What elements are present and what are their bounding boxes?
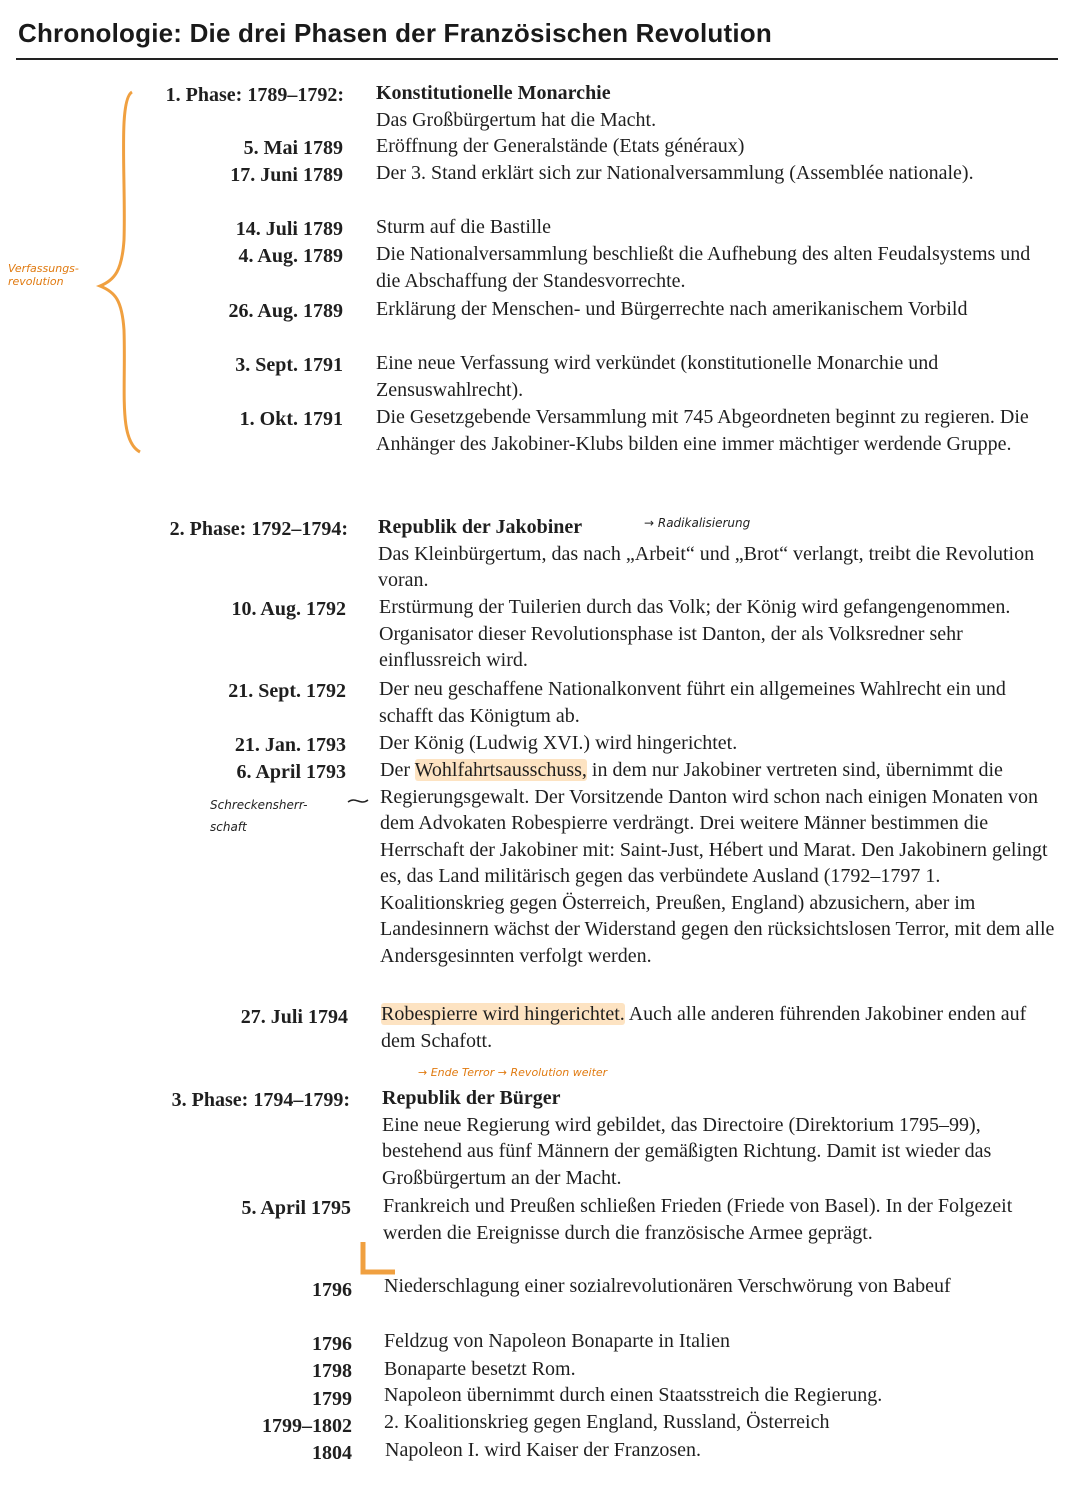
event-date: 14. Juli 1789	[235, 218, 343, 240]
event-date: 1798	[312, 1360, 352, 1382]
arrow-mark	[348, 800, 368, 802]
event-text: Napoleon I. wird Kaiser der Franzosen.	[385, 1439, 702, 1461]
page-title: Chronologie: Die drei Phasen der Französischen Revolution	[18, 18, 772, 48]
event-date: 1796	[312, 1279, 352, 1301]
event-date: 27. Juli 1794	[240, 1006, 348, 1028]
phase3-block	[382, 1085, 1062, 1191]
side-note: Verfassungs-revolution	[8, 262, 79, 288]
event-text-pre: Der	[380, 759, 415, 781]
event-text: Der 3. Stand erklärt sich zur Nationalversammlung (Assemblée nationale).	[376, 162, 974, 184]
event-date: 21. Jan. 1793	[234, 734, 346, 756]
event-date: 26. Aug. 1789	[228, 300, 343, 322]
event-text-post: Auch alle anderen führenden Jakobiner enden auf dem Schafott.	[381, 1003, 1027, 1052]
event-date: 1799	[312, 1388, 352, 1410]
event-text: Die Nationalversammlung beschließt die Aufhebung des alten Feudalsystems und die Abschaffung der Standesvorrechte.	[376, 243, 1031, 292]
phase1-brace	[100, 92, 140, 452]
note-radikalisierung: → Radikalisierung	[644, 516, 751, 530]
phase1-heading: Konstitutionelle Monarchie	[376, 82, 611, 104]
event-text: Erstürmung der Tuilerien durch das Volk; der König wird gefangengenommen. Organisator dieser Revolutionsphase ist Danton, der als Volksredner sehr einflussreich wird.	[379, 596, 1011, 671]
phase2-block	[378, 514, 1058, 594]
event-text	[380, 757, 1060, 969]
event-date: 1796	[312, 1333, 352, 1355]
event-text: Bonaparte besetzt Rom.	[384, 1358, 576, 1380]
event-text: Eine neue Verfassung wird verkündet (konstitutionelle Monarchie und Zensuswahlrecht).	[376, 352, 939, 401]
event-date: 6. April 1793	[236, 761, 346, 783]
event-date: 1799–1802	[262, 1415, 352, 1437]
event-text: Frankreich und Preußen schließen Frieden (Friede von Basel). In der Folgezeit werden die Ereignisse durch die französische Armee geprägt.	[383, 1195, 1013, 1244]
note-ende-terror: → Ende Terror → Revolution weiter	[418, 1066, 608, 1079]
event-date: 5. April 1795	[241, 1197, 351, 1219]
event-date: 21. Sept. 1792	[228, 680, 346, 702]
event-text: Niederschlagung einer sozialrevolutionären Verschwörung von Babeuf	[384, 1275, 951, 1297]
event-date: 1. Okt. 1791	[239, 408, 343, 430]
event-text: 2. Koalitionskrieg gegen England, Russland, Österreich	[384, 1411, 830, 1433]
highlight-robespierre: Robespierre wird hingerichtet.	[381, 1003, 625, 1025]
phase1-block	[376, 80, 1056, 133]
highlight-wohlfahrtsausschuss: Wohlfahrtsausschuss,	[414, 759, 587, 781]
phase1-label: 1. Phase: 1789–1792:	[165, 84, 344, 106]
event-date: 5. Mai 1789	[243, 137, 343, 159]
bracket-mark	[363, 1242, 395, 1272]
phase2-intro: Das Kleinbürgertum, das nach „Arbeit“ und „Brot“ verlangt, treibt die Revolution voran.	[378, 542, 1035, 591]
phase3-heading: Republik der Bürger	[382, 1087, 561, 1109]
phase3-label: 3. Phase: 1794–1799:	[171, 1089, 350, 1111]
event-date: 10. Aug. 1792	[231, 598, 346, 620]
phase2-heading: Republik der Jakobiner	[378, 516, 583, 538]
event-text: Die Gesetzgebende Versammlung mit 745 Abgeordneten beginnt zu regieren. Die Anhänger des Jakobiner-Klubs bilden eine immer mächtiger werdende Gruppe.	[376, 406, 1029, 455]
phase1-intro: Das Großbürgertum hat die Macht.	[376, 108, 657, 131]
event-text: Der König (Ludwig XVI.) wird hingerichtet.	[379, 732, 738, 754]
event-text: Eröffnung der Generalstände (Etats généraux)	[376, 135, 745, 157]
event-text: Erklärung der Menschen- und Bürgerrechte nach amerikanischem Vorbild	[376, 298, 968, 320]
event-text	[381, 1001, 1061, 1054]
event-date: 4. Aug. 1789	[238, 245, 343, 267]
event-text: Feldzug von Napoleon Bonaparte in Italien	[384, 1330, 731, 1352]
event-date: 3. Sept. 1791	[235, 354, 343, 376]
title-rule	[16, 58, 1058, 60]
event-text: Der neu geschaffene Nationalkonvent führt ein allgemeines Wahlrecht ein und schafft das Königtum ab.	[379, 678, 1006, 727]
phase2-label: 2. Phase: 1792–1794:	[169, 518, 348, 540]
event-text-post: in dem nur Jakobiner vertreten sind, übernimmt die Regierungsgewalt. Der Vorsitzende Danton wird schon nach einigen Monaten von dem Advokaten Robespierre verdrängt. Drei weitere Männer bestimmen die Herrschaft der Jakobiner mit: Saint-Just, Hébert und Marat. Den Jakobinern gelingt es, das Land militärisch gegen das verbündete Ausland (1792–1797 1. Koalitionskrieg gegen Österreich, Preußen, England) abzusichern, aber im Landesinnern wächst der Widerstand gegen den rücksichtslosen Terror, mit dem alle Andersgesinnten verfolgt werden.	[380, 759, 1055, 967]
event-text: Sturm auf die Bastille	[376, 216, 551, 238]
note-schreckensherrschaft: Schreckensherr-schaft	[210, 798, 308, 834]
phase3-intro: Eine neue Regierung wird gebildet, das Directoire (Direktorium 1795–99), bestehend aus fünf Männern der gemäßigten Richtung. Damit ist wieder das Großbürgertum an der Macht.	[382, 1113, 992, 1189]
event-date: 1804	[312, 1442, 352, 1464]
event-text: Napoleon übernimmt durch einen Staatsstreich die Regierung.	[384, 1384, 883, 1406]
event-date: 17. Juni 1789	[230, 164, 343, 186]
